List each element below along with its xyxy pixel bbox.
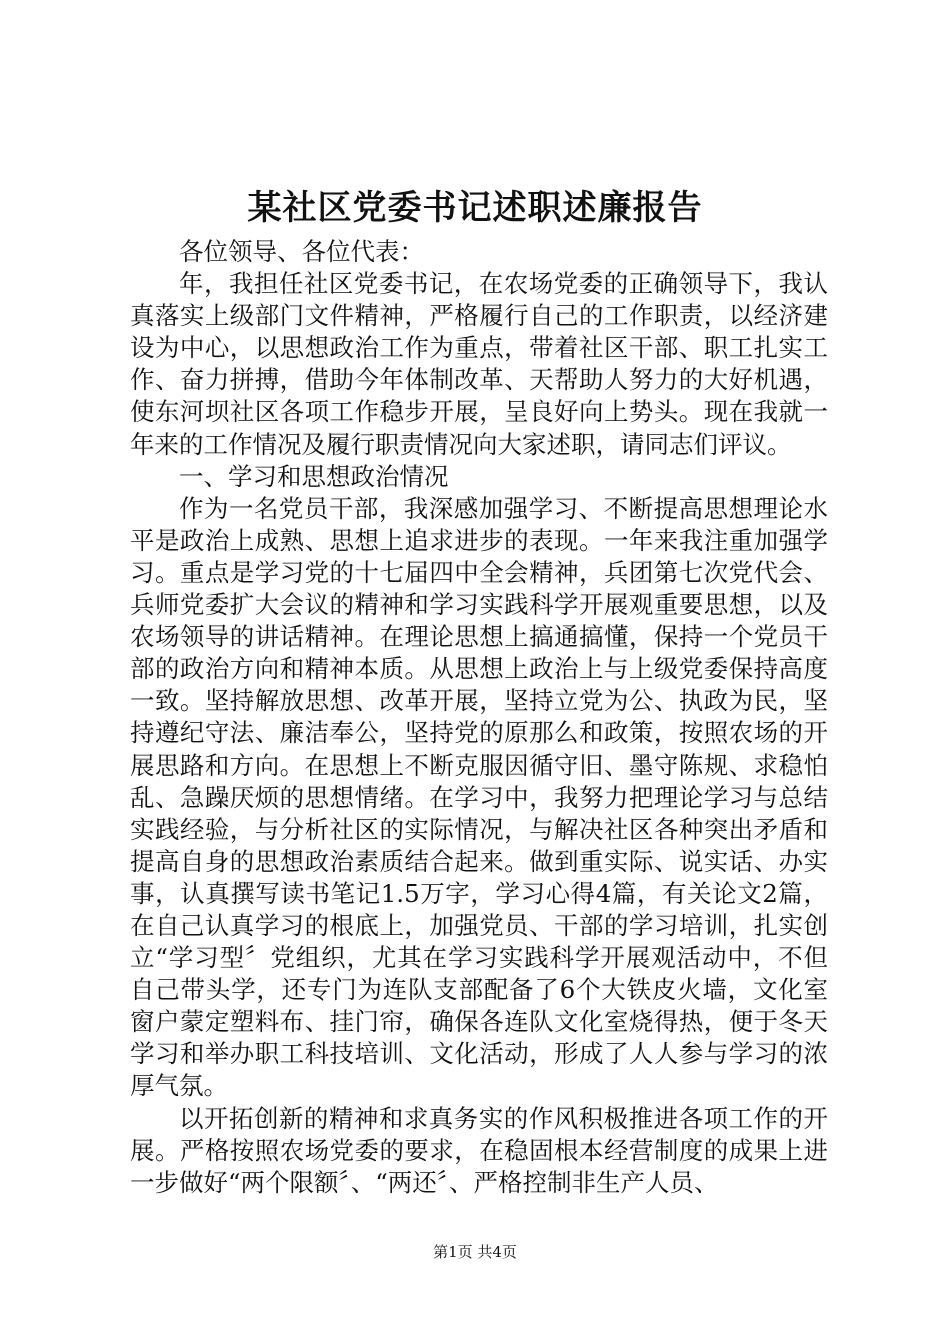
page-title: 某社区党委书记述职述廉报告 (247, 188, 703, 228)
document-body (130, 236, 828, 1199)
work-paragraph: 以开拓创新的精神和求真务实的作风积极推进各项工作的开展。严格按照农场党委的要求，在稳固根本经营制度的成果上进一步做好“两个限额〞、“两还〞、严格控制非生产人员、 (130, 1103, 828, 1197)
section-heading: 一、学习和思想政治情况 (179, 461, 449, 491)
study-paragraph: 作为一名党员干部，我深感加强学习、不断提高思想理论水平是政治上成熟、思想上追求进步的表现。一年来我注重加强学习。重点是学习党的十七届四中全会精神，兵团第七次党代会、兵师党委扩大会议的精神和学习实践科学开展观重要思想，以及农场领导的讲话精神。在理论思想上搞通搞懂，保持一个党员干部的政治方向和精神本质。从思想上政治上与上级党委保持高度一致。坚持解放思想、改革开展，坚持立党为公、执政为民，坚持遵纪守法、廉洁奉公，坚持党的原那么和政策，按照农场的开展思路和方向。在思想上不断克服因循守旧、墨守陈规、求稳怕乱、急躁厌烦的思想情绪。在学习中，我努力把理论学习与总结实践经验，与分析社区的实际情况，与解决社区各种突出矛盾和提高自身的思想政治素质结合起来。做到重实际、说实话、办实事，认真撰写读书笔记1.5万字，学习心得4篇，有关论文2篇，在自己认真学习的根底上，加强党员、干部的学习培训，扎实创立“学习型〞党组织，尤其在学习实践科学开展观活动中，不但自己带头学，还专门为连队支部配备了6个大铁皮火墙，文化室窗户蒙定塑料布、挂门帘，确保各连队文化室烧得热，便于冬天学习和举办职工科技培训、文化活动，形成了人人参与学习的浓厚气氛。 (130, 493, 828, 1101)
page-number-footer: 第1页 共4页 (433, 1243, 517, 1261)
salutation-paragraph: 各位领导、各位代表： (179, 237, 424, 266)
intro-paragraph: 年，我担任社区党委书记，在农场党委的正确领导下，我认真落实上级部门文件精神，严格履行自己的工作职责，以经济建设为中心，以思想政治工作为重点，带着社区干部、职工扎实工作、奋力拼搏，借助今年体制改革、天帮助人努力的大好机遇，使东河坝社区各项工作稳步开展，呈良好向上势头。现在我就一年来的工作情况及履行职责情况向大家述职，请同志们评议。 (130, 269, 828, 459)
